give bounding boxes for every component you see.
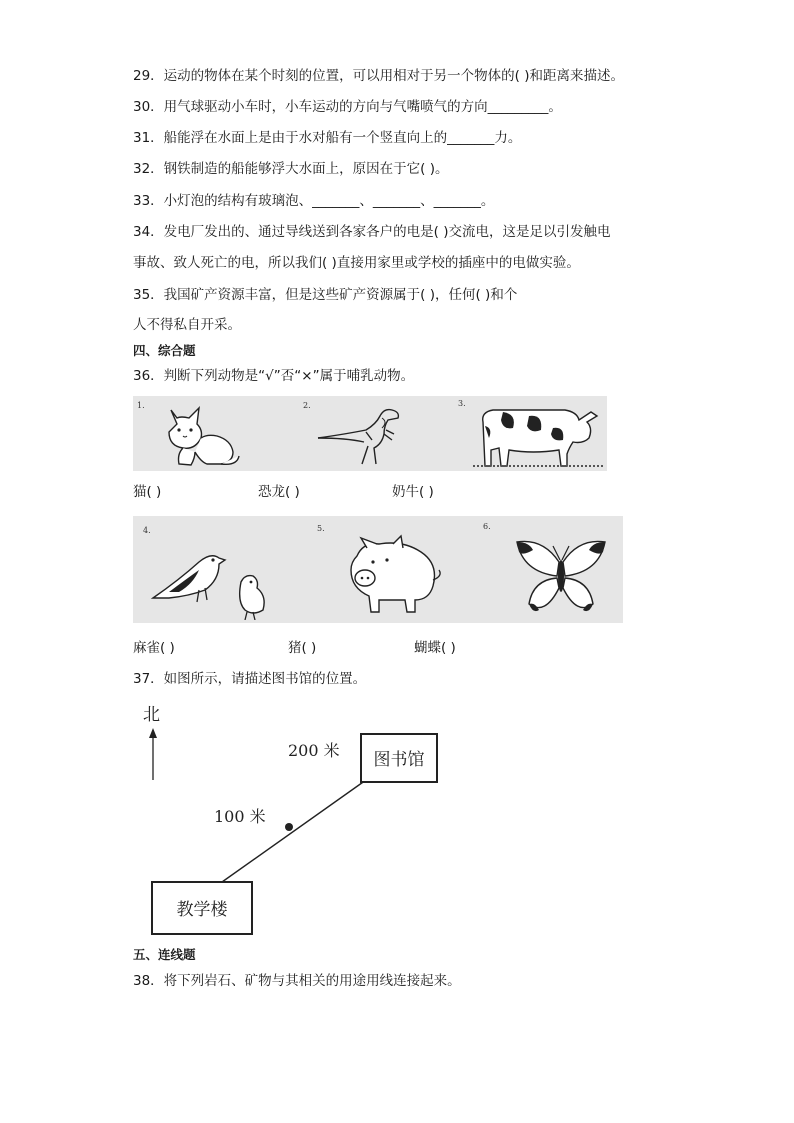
question-34-line1: 34．发电厂发出的、通过导线送到各家各户的电是( )交流电，这是足以引发触电: [133, 224, 611, 240]
animal-number-3: 3.: [458, 399, 466, 408]
pig-icon: [343, 534, 447, 618]
question-30: 30．用气球驱动小车时，小车运动的方向与气嘴喷气的方向_________。: [133, 99, 562, 115]
answer-dinosaur: 恐龙( ): [258, 484, 300, 500]
path-line: [222, 780, 366, 882]
section-heading-4: 四、综合题: [133, 343, 196, 358]
question-36: 36．判断下列动物是“√”否“×”属于哺乳动物。: [133, 368, 415, 384]
question-37: 37．如图所示，请描述图书馆的位置。: [133, 671, 367, 687]
question-35-line1: 35．我国矿产资源丰富，但是这些矿产资源属于( )，任何( )和个: [133, 287, 518, 303]
library-label: 图书馆: [373, 750, 425, 770]
school-label: 教学楼: [176, 900, 228, 920]
distance-100m: 100 米: [214, 807, 266, 826]
distance-200m: 200 米: [288, 741, 340, 760]
butterfly-icon: [513, 532, 609, 620]
library-location-map: [140, 698, 470, 938]
path-point: [285, 823, 293, 831]
answer-cat: 猫( ): [133, 484, 162, 500]
animal-number-2: 2.: [303, 401, 311, 410]
animal-number-5: 5.: [317, 524, 325, 533]
answer-pig: 猪( ): [288, 640, 317, 656]
animal-number-4: 4.: [143, 526, 151, 535]
question-29: 29．运动的物体在某个时刻的位置，可以用相对于另一个物体的( )和距离来描述。: [133, 68, 625, 84]
question-35-line2: 人不得私自开采。: [133, 317, 241, 333]
answer-sparrow: 麻雀( ): [133, 640, 175, 656]
dinosaur-icon: [316, 404, 408, 468]
animal-number-6: 6.: [483, 522, 491, 531]
cat-icon: [161, 402, 241, 468]
question-34-line2: 事故、致人死亡的电，所以我们( )直接用家里或学校的插座中的电做实验。: [133, 255, 580, 271]
answer-cow: 奶牛( ): [392, 484, 434, 500]
question-31: 31．船能浮在水面上是由于水对船有一个竖直向上的_______力。: [133, 130, 522, 146]
question-32: 32．钢铁制造的船能够浮大水面上，原因在于它( )。: [133, 161, 449, 177]
north-arrow-icon: [149, 728, 157, 780]
animal-panel-2: [133, 516, 623, 623]
animal-panel-1: [133, 396, 607, 471]
section-heading-5: 五、连线题: [133, 947, 196, 962]
question-33: 33．小灯泡的结构有玻璃泡、_______、_______、_______。: [133, 193, 495, 209]
answer-butterfly: 蝴蝶( ): [414, 640, 456, 656]
cow-icon: [473, 402, 603, 470]
question-38: 38．将下列岩石、矿物与其相关的用途用线连接起来。: [133, 973, 461, 989]
animal-number-1: 1.: [137, 401, 145, 410]
sparrow-icon: [149, 540, 281, 620]
north-label: 北: [143, 705, 160, 725]
